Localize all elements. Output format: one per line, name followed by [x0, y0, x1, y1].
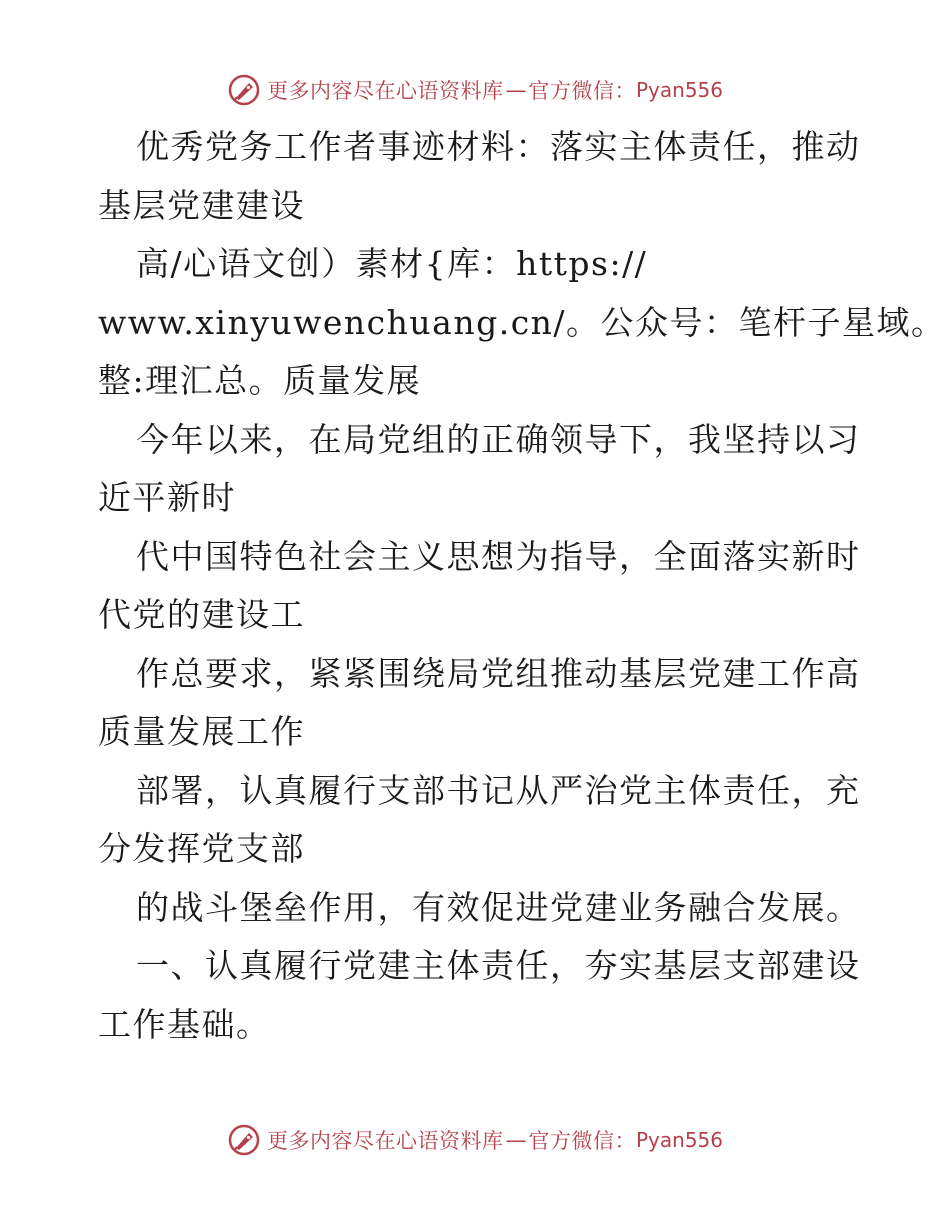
doc-line-8: 代中国特色社会主义思想为指导，全面落实新时 — [136, 536, 861, 576]
doc-line-12: 部署，认真履行支部书记从严治党主体责任，充 — [136, 770, 861, 810]
pen-nib-circle-icon — [227, 73, 261, 107]
doc-line-4: www.xinyuwenchuang.cn/。公众号：笔杆子星域。 — [98, 302, 946, 342]
doc-line-10: 作总要求，紧紧围绕局党组推动基层党建工作高 — [136, 653, 861, 693]
doc-title-line-1: 优秀党务工作者事迹材料：落实主体责任，推动 — [136, 127, 861, 166]
doc-title-line-2: 基层党建建设 — [98, 185, 305, 225]
footer-watermark — [0, 1120, 950, 1160]
doc-line-13: 分发挥党支部 — [98, 829, 305, 868]
watermark-brand: 更多内容尽在心语资料库 — [266, 79, 504, 103]
watermark-brand: 更多内容尽在心语资料库 — [266, 1129, 504, 1153]
watermark-separator: — — [505, 1128, 527, 1152]
doc-line-6: 今年以来，在局党组的正确领导下，我坚持以习 — [136, 419, 861, 459]
document-body — [98, 118, 946, 1054]
doc-section-heading-line-1: 一、认真履行党建主体责任，夯实基层支部建设 — [136, 946, 861, 985]
watermark-contact-value: Pyan556 — [635, 1128, 723, 1152]
doc-line-14: 的战斗堡垒作用，有效促进党建业务融合发展。 — [136, 887, 861, 927]
doc-line-9: 代党的建设工 — [98, 595, 305, 634]
doc-line-7: 近平新时 — [98, 478, 236, 517]
doc-line-5: 整:理汇总。质量发展 — [98, 361, 422, 400]
pen-nib-circle-icon — [227, 1123, 261, 1157]
doc-line-11: 质量发展工作 — [98, 712, 305, 751]
doc-line-3: 高/心语文创）素材{库：https:// — [136, 244, 648, 283]
watermark-contact-value: Pyan556 — [635, 78, 723, 102]
watermark-separator: — — [505, 78, 527, 102]
watermark-contact-label: 官方微信： — [528, 79, 636, 103]
doc-section-heading-line-2: 工作基础。 — [98, 1004, 271, 1044]
watermark-contact-label: 官方微信： — [528, 1129, 636, 1153]
header-watermark — [0, 70, 950, 110]
